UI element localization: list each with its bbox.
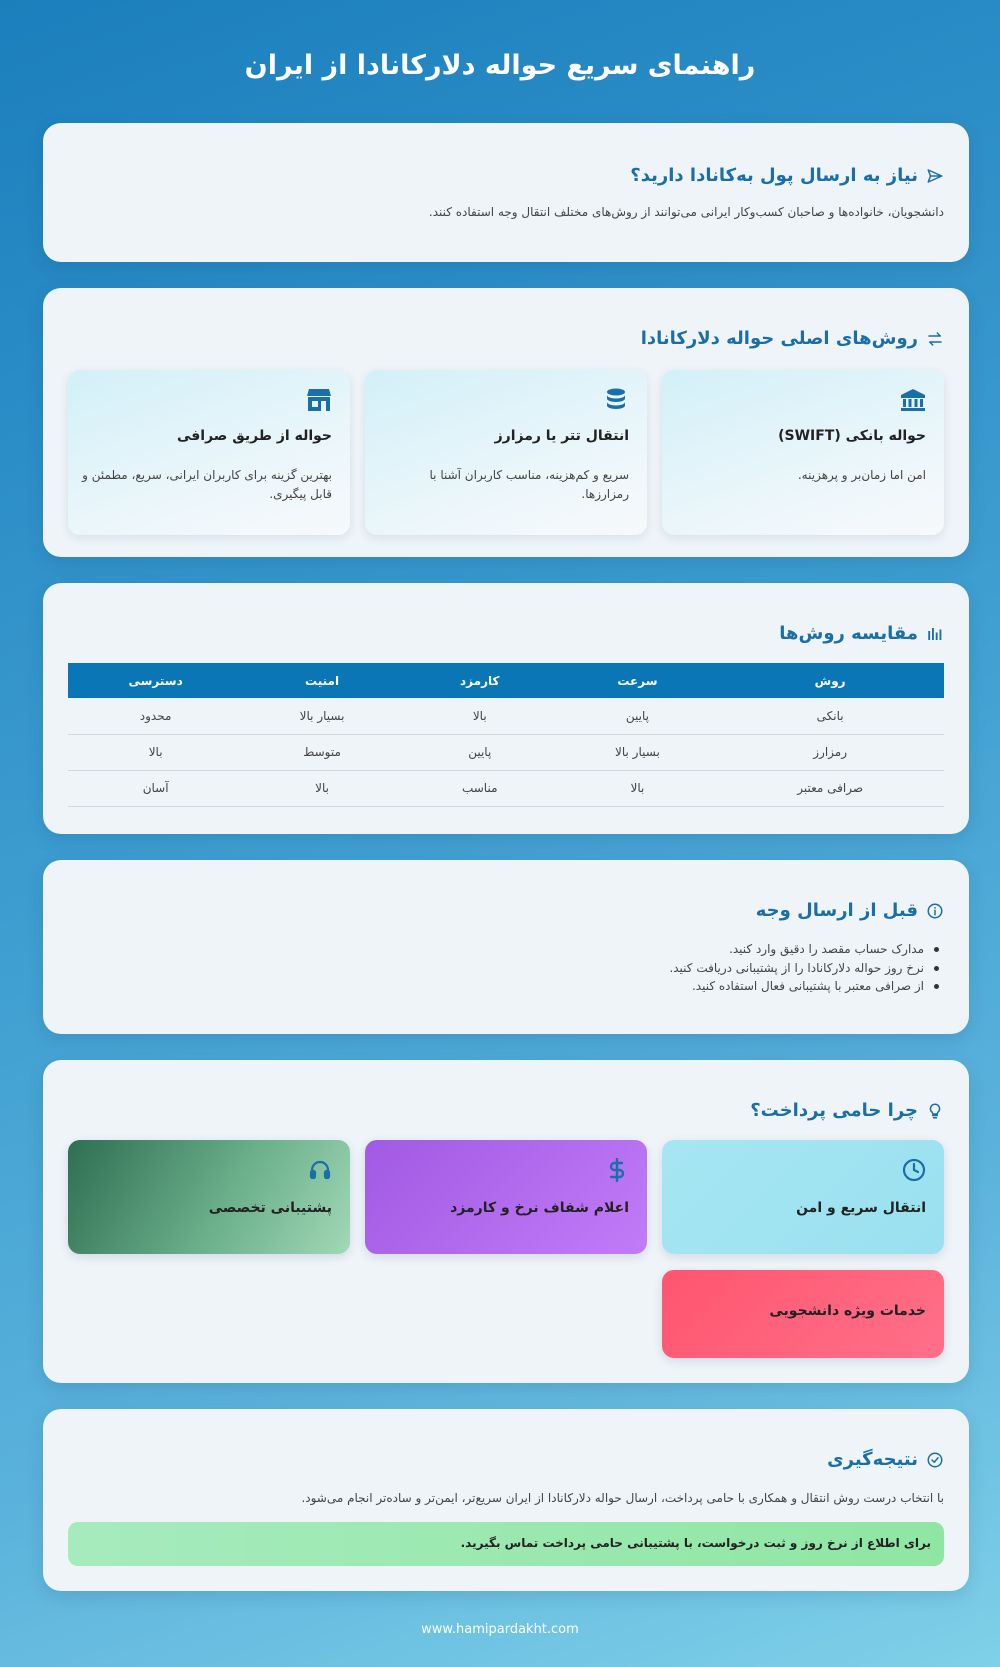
conclusion-card <box>43 1409 969 1591</box>
feature-card-fast[interactable] <box>662 1140 944 1254</box>
conclusion-title: نتیجه‌گیری <box>827 1449 918 1470</box>
before-heading <box>756 900 944 921</box>
table-cell: بانکی <box>716 698 944 734</box>
col-header-method: روش <box>814 673 846 688</box>
method-title: حواله بانکی (SWIFT) <box>778 428 926 444</box>
intro-text: دانشجویان، خانواده‌ها و صاحبان کسب‌وکار ایرانی می‌توانند از روش‌های مختلف انتقال وجه استفاده کنند. <box>428 205 944 219</box>
clock-icon <box>902 1158 926 1182</box>
table-cell: بالا <box>559 770 717 806</box>
table-cell: پایین <box>401 734 559 770</box>
method-desc: سریع و کم‌هزینه، مناسب کاربران آشنا با رمزارزها. <box>429 468 629 501</box>
intro-card <box>43 123 969 262</box>
lightbulb-icon <box>926 1102 944 1120</box>
comparison-card <box>43 583 969 834</box>
footer-url[interactable]: www.hamipardakht.com <box>421 1622 579 1637</box>
comparison-title: مقایسه روش‌ها <box>779 623 918 644</box>
feature-card-transparent[interactable] <box>365 1140 647 1254</box>
table-cell: مناسب <box>401 770 559 806</box>
intro-heading <box>630 165 944 186</box>
why-title: چرا حامی پرداخت؟ <box>750 1100 918 1121</box>
store-icon <box>306 388 332 412</box>
table-cell: بالا <box>68 734 243 770</box>
table-cell: رمزارز <box>716 734 944 770</box>
methods-card <box>43 288 969 557</box>
before-card <box>43 860 969 1034</box>
feature-title: خدمات ویژه دانشجویی <box>769 1303 926 1319</box>
list-item: نرخ روز حواله دلارکانادا را از پشتیبانی دریافت کنید. <box>669 959 944 978</box>
method-desc: امن اما زمان‌بر و پرهزینه. <box>797 468 926 482</box>
col-header-security: امنیت <box>305 673 340 688</box>
bank-icon <box>900 388 926 412</box>
table-cell: بسیار بالا <box>243 698 401 734</box>
table-cell: آسان <box>68 770 243 806</box>
table-cell: بسیار بالا <box>559 734 717 770</box>
page-title: راهنمای سریع حواله دلارکانادا از ایران <box>244 50 756 81</box>
cta-banner[interactable] <box>68 1522 944 1566</box>
feature-title: انتقال سریع و امن <box>796 1200 926 1216</box>
method-title: انتقال تتر یا رمزارز <box>494 428 629 444</box>
table-cell: پایین <box>559 698 717 734</box>
methods-heading <box>641 328 944 349</box>
table-row <box>68 770 944 806</box>
comparison-heading <box>779 623 944 644</box>
methods-title: روش‌های اصلی حواله دلارکانادا <box>640 328 918 349</box>
check-circle-icon <box>926 1451 944 1469</box>
coins-icon <box>603 388 629 412</box>
info-icon <box>926 902 944 920</box>
headset-icon <box>308 1158 332 1182</box>
why-card <box>43 1060 969 1383</box>
feature-title: پشتیبانی تخصصی <box>208 1200 332 1216</box>
method-title: حواله از طریق صرافی <box>176 428 332 444</box>
table-cell: محدود <box>68 698 243 734</box>
col-header-speed: سرعت <box>617 673 658 688</box>
dollar-icon <box>605 1158 629 1182</box>
intro-title: نیاز به ارسال پول به‌کانادا دارید؟ <box>630 165 918 186</box>
why-heading <box>750 1100 944 1121</box>
feature-title: اعلام شفاف نرخ و کارمزد <box>450 1200 629 1216</box>
before-title: قبل از ارسال وجه <box>755 900 918 921</box>
table-cell: صرافی معتبر <box>716 770 944 806</box>
method-card-crypto[interactable] <box>365 370 647 535</box>
list-item: مدارک حساب مقصد را دقیق وارد کنید. <box>669 940 944 959</box>
comparison-table <box>68 663 944 807</box>
col-header-fee: کارمزد <box>460 673 500 688</box>
before-list <box>669 940 944 996</box>
list-item: از صرافی معتبر با پشتیبانی فعال استفاده کنید. <box>669 977 944 996</box>
table-row <box>68 698 944 734</box>
exchange-icon <box>926 330 944 348</box>
col-header-access: دسترسی <box>128 673 183 688</box>
cta-text: برای اطلاع از نرخ روز و ثبت درخواست، با پشتیبانی حامی پرداخت تماس بگیرید. <box>460 1536 931 1550</box>
bar-chart-icon <box>926 625 944 643</box>
paper-plane-icon <box>926 167 944 185</box>
table-cell: متوسط <box>243 734 401 770</box>
feature-card-support[interactable] <box>68 1140 350 1254</box>
method-desc: بهترین گزینه برای کاربران ایرانی، سریع، مطمئن و قابل پیگیری. <box>82 468 332 501</box>
table-header-row <box>68 663 944 698</box>
table-cell: بالا <box>243 770 401 806</box>
conclusion-heading <box>827 1449 944 1470</box>
conclusion-text: با انتخاب درست روش انتقال و همکاری با حامی پرداخت، ارسال حواله دلارکانادا از ایران سریع‌تر، ایمن‌تر و ساده‌تر انجام می‌شود. <box>301 1491 944 1505</box>
table-cell: بالا <box>401 698 559 734</box>
feature-card-student[interactable] <box>662 1270 944 1358</box>
method-card-bank[interactable] <box>662 370 944 535</box>
method-card-exchange[interactable] <box>68 370 350 535</box>
table-row <box>68 734 944 770</box>
